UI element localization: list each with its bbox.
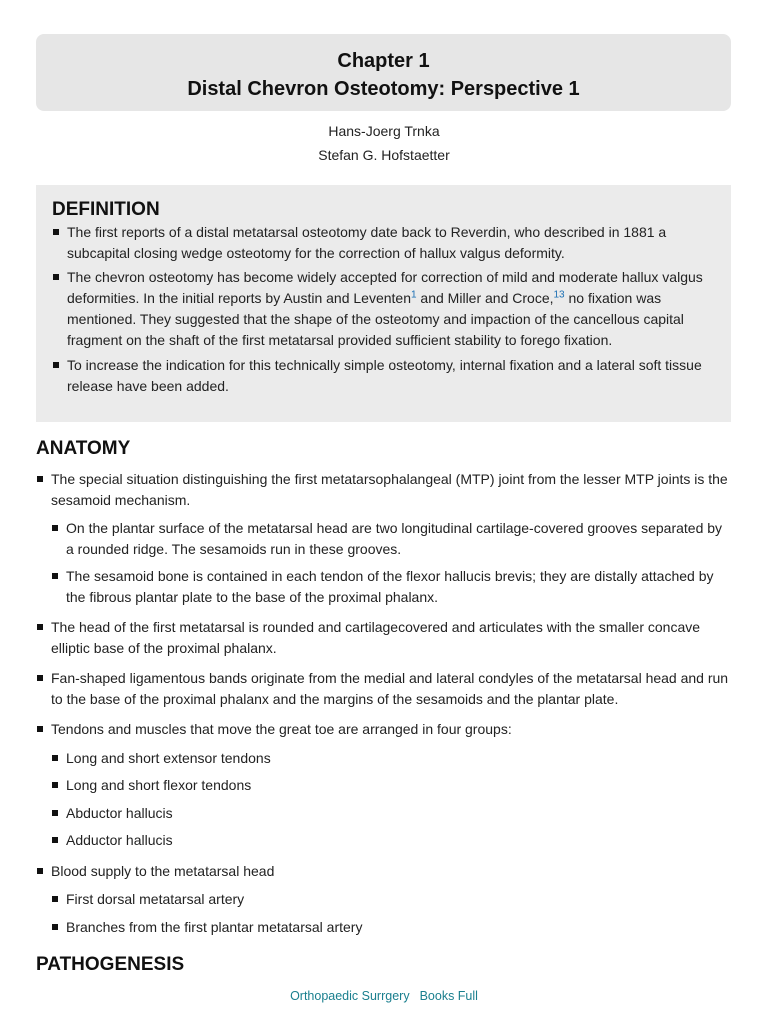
page-footer — [0, 989, 768, 1003]
pathogenesis-section — [36, 953, 184, 977]
author-name: Stefan G. Hofstaetter — [318, 147, 450, 163]
anatomy-subitem: Abductor hallucis — [51, 803, 731, 824]
definition-item: The first reports of a distal metatarsal osteotomy date back to Reverdin, who described in 1881 a subcapital closing wedge osteotomy for the correction of hallux valgus deformity. — [52, 222, 715, 263]
definition-text: The chevron osteotomy has become widely accepted for correction of mild and moderate hallux valgus deformities. In the initial reports by Austin and Leventen — [67, 269, 703, 306]
anatomy-subitem: Long and short flexor tendons — [51, 775, 731, 796]
anatomy-item — [36, 861, 731, 938]
anatomy-list — [36, 469, 731, 937]
anatomy-item-text: Blood supply to the metatarsal head — [51, 862, 275, 879]
anatomy-section — [36, 437, 731, 947]
anatomy-item-text: Fan-shaped ligamentous bands originate from the medial and lateral condyles of the metatarsal head and run to the base of the proximal phalanx and the margins of the sesamoids and the plantar plate. — [51, 670, 729, 707]
anatomy-sublist — [51, 518, 731, 607]
anatomy-subitem: First dorsal metatarsal artery — [51, 889, 731, 910]
anatomy-heading: ANATOMY — [36, 438, 131, 459]
anatomy-sublist — [51, 748, 731, 851]
citation-link-1[interactable]: 1 — [410, 289, 417, 301]
anatomy-sublist — [51, 889, 731, 937]
pathogenesis-heading: PATHOGENESIS — [36, 954, 185, 975]
anatomy-item — [36, 668, 731, 709]
footer-link-left[interactable]: Orthopaedic Surrgery — [290, 989, 410, 1003]
definition-heading: DEFINITION — [52, 199, 160, 220]
chapter-number: Chapter 1 — [337, 50, 430, 72]
anatomy-subitem: Adductor hallucis — [51, 830, 731, 851]
definition-text: and Miller and Croce, — [416, 290, 554, 306]
anatomy-item-text: Tendons and muscles that move the great toe are arranged in four groups: — [51, 721, 512, 737]
anatomy-item — [36, 469, 731, 607]
anatomy-subitem: The sesamoid bone is contained in each tendon of the flexor hallucis brevis; they are distally attached by the fibrous plantar plate to the base of the proximal phalanx. — [51, 566, 731, 607]
footer-link-right[interactable]: Books Full — [419, 989, 478, 1003]
anatomy-item — [36, 617, 731, 658]
author-list — [0, 119, 768, 167]
anatomy-item-text: The special situation distinguishing the first metatarsophalangeal (MTP) joint from the lesser MTP joints is the sesamoid mechanism. — [51, 471, 728, 508]
definition-section — [36, 185, 731, 422]
definition-text: no fixation was mentioned. They suggested that the shape of the osteotomy and impaction of the cancellous capital fragment on the shaft of the first metatarsal provided sufficient stability to forego fixation. — [67, 290, 684, 348]
anatomy-item-text: The head of the first metatarsal is rounded and cartilagecovered and articulates with the smaller concave elliptic base of the proximal phalanx. — [51, 619, 701, 656]
anatomy-subitem: Branches from the first plantar metatarsal artery — [51, 917, 731, 938]
definition-item: To increase the indication for this technically simple osteotomy, internal fixation and a lateral soft tissue release have been added. — [52, 355, 715, 396]
chapter-title: Distal Chevron Osteotomy: Perspective 1 — [187, 78, 580, 100]
chapter-header — [36, 34, 731, 111]
definition-item — [52, 267, 715, 351]
citation-link-13[interactable]: 13 — [553, 289, 565, 301]
anatomy-subitem: Long and short extensor tendons — [51, 748, 731, 769]
anatomy-item — [36, 719, 731, 851]
anatomy-subitem: On the plantar surface of the metatarsal head are two longitudinal cartilage-covered grooves separated by a rounded ridge. The sesamoids run in these grooves. — [51, 518, 731, 559]
definition-list — [52, 222, 715, 396]
author-name: Hans-Joerg Trnka — [328, 123, 440, 139]
